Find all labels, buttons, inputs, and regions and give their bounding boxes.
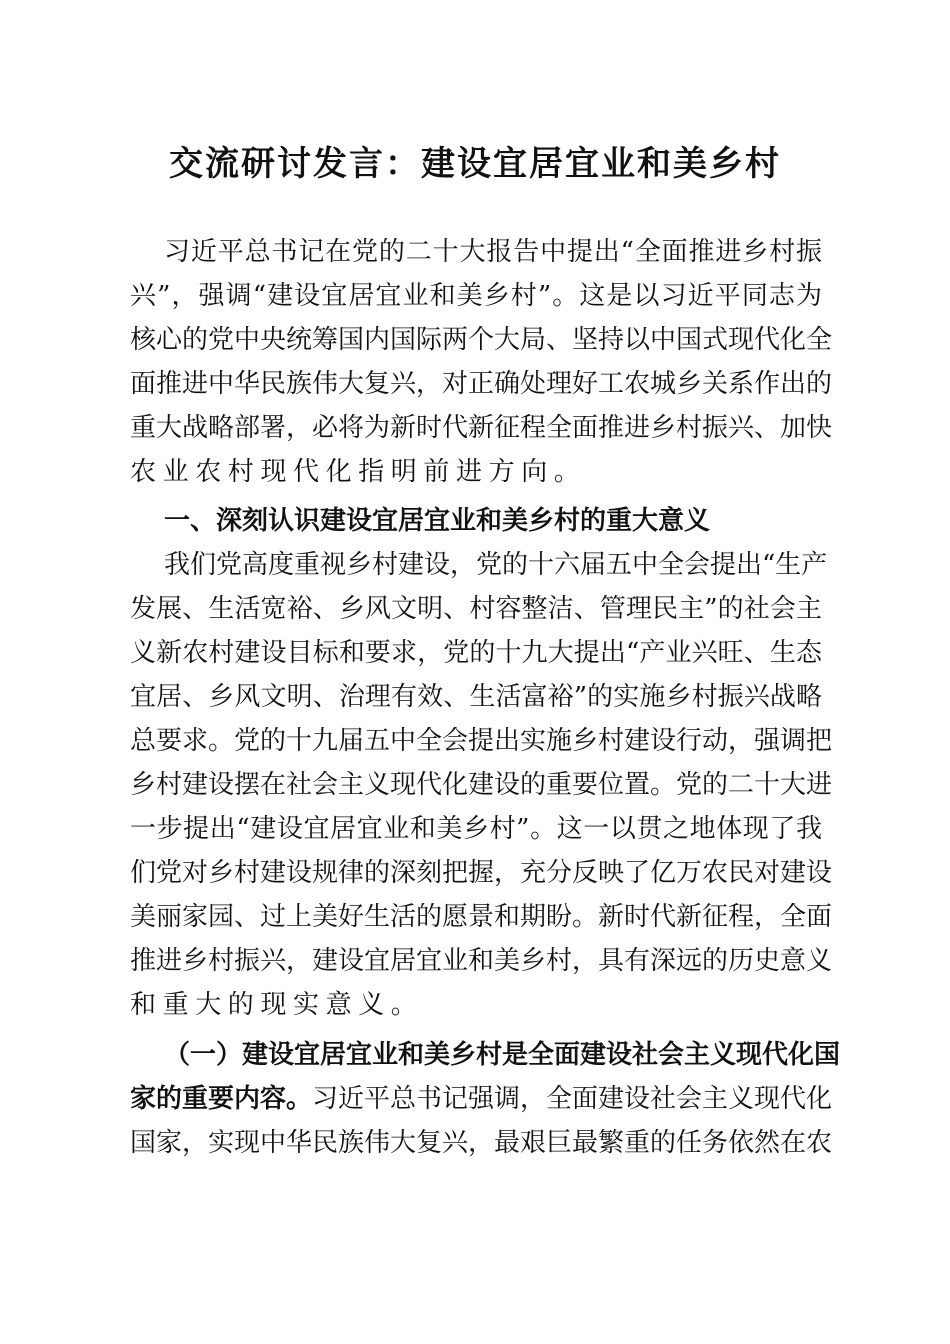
text-span: 习近平总书记强调，全面建设社会主义现代化 [312, 1084, 833, 1114]
text-line: 我们党高度重视乡村建设，党的十六届五中全会提出“生产 [164, 550, 828, 580]
text-line: 和重大的现实意义。 [130, 990, 424, 1020]
text-line: 农业农村现代化指明前进方向。 [130, 457, 587, 487]
text-line: 推进乡村振兴，建设宜居宜业和美乡村，具有深远的历史意义 [130, 946, 833, 976]
text-line: 宜居、乡风文明、治理有效、生活富裕”的实施乡村振兴战略 [130, 682, 822, 712]
text-line: 美丽家园、过上美好生活的愿景和期盼。新时代新征程，全面 [130, 902, 833, 932]
section-heading: 一、深刻认识建设宜居宜业和美乡村的重大意义 [164, 506, 711, 536]
text-line: 发展、生活宽裕、乡风文明、村容整洁、管理民主”的社会主 [130, 594, 822, 624]
document-title: 交流研讨发言：建设宜居宜业和美乡村 [169, 144, 781, 184]
text-line: 一步提出“建设宜居宜业和美乡村”。这一以贯之地体现了我 [130, 814, 822, 844]
text-line [130, 1077, 833, 1121]
text-line: 义新农村建设目标和要求，党的十九大提出“产业兴旺、生态 [130, 638, 822, 668]
subsection-heading-end: 家的重要内容。 [130, 1084, 313, 1114]
text-line: 总要求。党的十九届五中全会提出实施乡村建设行动，强调把 [130, 726, 833, 756]
text-line: 兴”，强调“建设宜居宜业和美乡村”。这是以习近平同志为 [130, 281, 822, 311]
text-line: 习近平总书记在党的二十大报告中提出“全面推进乡村振 [164, 237, 822, 267]
text-line: 乡村建设摆在社会主义现代化建设的重要位置。党的二十大进 [130, 770, 833, 800]
subsection-heading: （一）建设宜居宜业和美乡村是全面建设社会主义现代化国 [164, 1040, 841, 1070]
text-line: 们党对乡村建设规律的深刻把握，充分反映了亿万农民对建设 [130, 858, 833, 888]
text-line: 重大战略部署，必将为新时代新征程全面推进乡村振兴、加快 [130, 413, 833, 443]
text-line: 核心的党中央统筹国内国际两个大局、坚持以中国式现代化全 [130, 325, 833, 355]
text-line: 面推进中华民族伟大复兴，对正确处理好工农城乡关系作出的 [130, 369, 833, 399]
text-line: 国家，实现中华民族伟大复兴，最艰巨最繁重的任务依然在农 [130, 1128, 833, 1158]
